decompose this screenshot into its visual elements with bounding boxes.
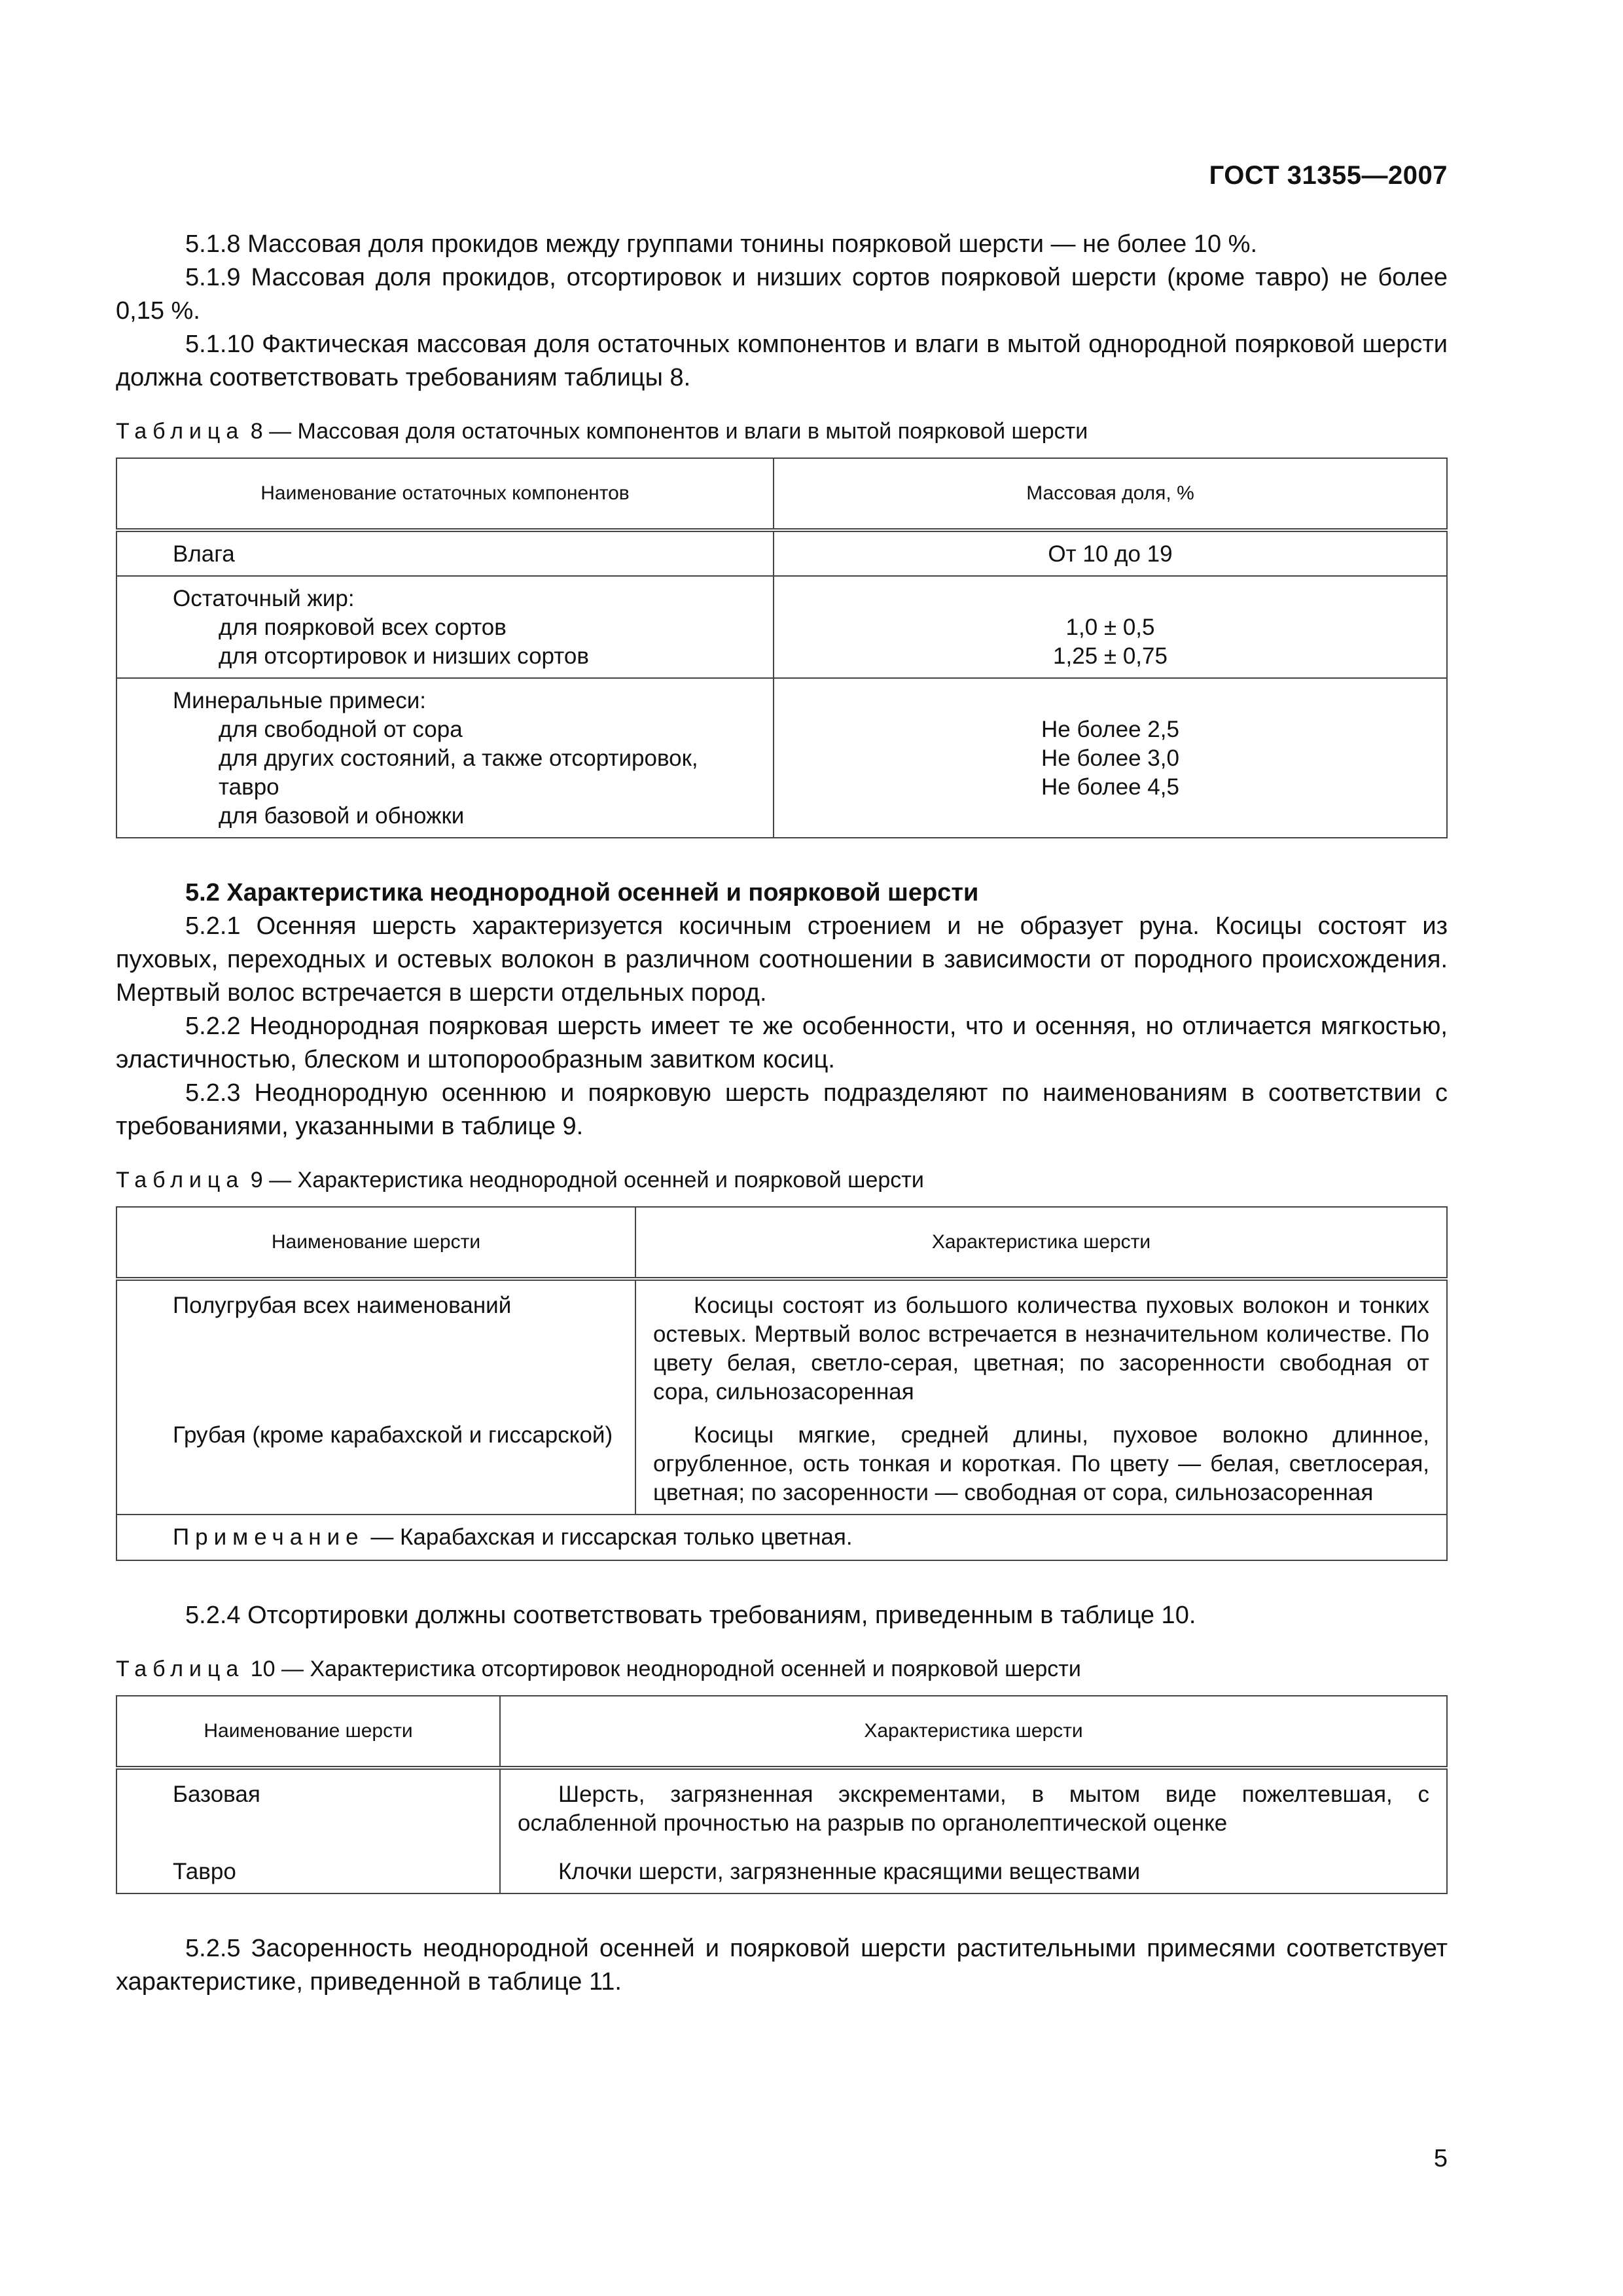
note-label: Примечание — [173, 1524, 365, 1550]
table-8-caption-label: Таблица — [116, 419, 245, 444]
row-name: Тавро — [173, 1859, 236, 1884]
table-9-header-desc: Характеристика шерсти — [635, 1207, 1447, 1279]
paragraph-5-2-1: 5.2.1 Осенняя шерсть характеризуется косичным строением и не образует руна. Косицы состоят из пуховых, переходных и остевых волокон в различном соотношении в зависимости от породного происхождения. Мертвый волос встречается в шерсти отдельных пород. — [116, 912, 1448, 1007]
table-9-caption-text: 9 — Характеристика неоднородной осенней и поярковой шерсти — [244, 1168, 924, 1193]
row-desc: Косицы состоят из большого количества пуховых волокон и тонких остевых. Мертвый волос встречается в незначительном количестве. По цвету белая, светло-серая, цветная; по засоренности свободная от сора, сильнозасоренная — [653, 1293, 1429, 1405]
table-10-caption — [116, 1655, 1448, 1683]
row-subitem: для свободной от сора — [219, 717, 463, 742]
row-value: 1,0 ± 0,5 — [1065, 615, 1155, 640]
table-10 — [116, 1695, 1448, 1894]
table-note-row — [116, 1515, 1447, 1560]
table-row — [116, 576, 1447, 678]
row-desc: Шерсть, загрязненная экскрементами, в мытом виде пожелтевшая, с ослабленной прочностью на разрыв по органолептической оценке — [518, 1782, 1429, 1836]
table-9-caption — [116, 1166, 1448, 1194]
row-value: Не более 4,5 — [1041, 774, 1179, 800]
table-10-header-desc: Характеристика шерсти — [500, 1696, 1447, 1768]
table-8-header-name: Наименование остаточных компонентов — [116, 458, 774, 530]
table-9 — [116, 1206, 1448, 1561]
table-10-caption-label: Таблица — [116, 1657, 245, 1681]
row-name: Полугрубая всех наименований — [173, 1293, 512, 1318]
row-value: Не более 3,0 — [1041, 745, 1179, 771]
row-desc: Косицы мягкие, средней длины, пуховое волокно длинное, огрубленное, ость тонкая и короткая. По цвету — белая, светлосерая, цветная; по засоренности — свободная от сора, сильнозасоренная — [653, 1422, 1429, 1505]
table-row — [116, 1413, 1447, 1515]
note-text: — Карабахская и гиссарская только цветная. — [364, 1524, 853, 1550]
section-5-2-title: 5.2 Характеристика неоднородной осенней и поярковой шерсти — [185, 879, 979, 906]
table-row — [116, 1279, 1447, 1413]
paragraph-5-2-4: 5.2.4 Отсортировки должны соответствовать требованиям, приведенным в таблице 10. — [185, 1602, 1196, 1629]
table-row — [116, 678, 1447, 838]
document-number: ГОСТ 31355—2007 — [1209, 161, 1448, 190]
row-value: 1,25 ± 0,75 — [1053, 643, 1168, 669]
table-row — [116, 1768, 1447, 1844]
row-desc: Клочки шерсти, загрязненные красящими веществами — [558, 1859, 1141, 1884]
table-9-header-name: Наименование шерсти — [116, 1207, 635, 1279]
row-subitem: для отсортировок и низших сортов — [219, 643, 589, 669]
paragraph-5-1-9: 5.1.9 Массовая доля прокидов, отсортировок и низших сортов поярковой шерсти (кроме тавро) не более 0,15 %. — [116, 264, 1448, 325]
row-name: Остаточный жир: — [173, 586, 355, 611]
table-row — [116, 1844, 1447, 1893]
row-name: Базовая — [173, 1782, 260, 1807]
paragraph-5-2-2: 5.2.2 Неоднородная поярковая шерсть имеет те же особенности, что и осенняя, но отличается мягкостью, эластичностью, блеском и штопорообразным завитком косиц. — [116, 1013, 1448, 1073]
table-10-header-name: Наименование шерсти — [116, 1696, 500, 1768]
paragraph-5-2-3: 5.2.3 Неоднородную осеннюю и поярковую шерсть подразделяют по наименованиям в соответствии с требованиями, указанными в таблице 9. — [116, 1079, 1448, 1140]
table-10-caption-text: 10 — Характеристика отсортировок неоднородной осенней и поярковой шерсти — [244, 1657, 1081, 1681]
row-subitem: для поярковой всех сортов — [219, 615, 507, 640]
row-subitem: для других состояний, а также отсортировок, тавро — [219, 745, 698, 800]
page-number: 5 — [1433, 2145, 1448, 2172]
table-8-caption-text: 8 — Массовая доля остаточных компонентов и влаги в мытой поярковой шерсти — [244, 419, 1088, 444]
row-subitem: для базовой и обножки — [219, 803, 465, 829]
table-8-header-value: Массовая доля, % — [774, 458, 1447, 530]
row-value: Не более 2,5 — [1041, 717, 1179, 742]
row-value: От 10 до 19 — [1048, 541, 1173, 567]
table-9-caption-label: Таблица — [116, 1168, 245, 1193]
page-content — [116, 228, 1448, 1999]
paragraph-5-2-5: 5.2.5 Засоренность неоднородной осенней и поярковой шерсти растительными примесями соответствует характеристике, приведенной в таблице 11. — [116, 1935, 1448, 1996]
paragraph-5-1-8: 5.1.8 Массовая доля прокидов между группами тонины поярковой шерсти — не более 10 %. — [185, 230, 1258, 258]
row-name: Минеральные примеси: — [173, 688, 427, 713]
table-8-caption — [116, 417, 1448, 446]
row-name: Влага — [173, 541, 235, 567]
table-row — [116, 530, 1447, 576]
paragraph-5-1-10: 5.1.10 Фактическая массовая доля остаточных компонентов и влаги в мытой однородной поярковой шерсти должна соответствовать требованиям таблицы 8. — [116, 331, 1448, 391]
row-name: Грубая (кроме карабахской и гиссарской) — [173, 1422, 613, 1448]
table-8 — [116, 457, 1448, 838]
